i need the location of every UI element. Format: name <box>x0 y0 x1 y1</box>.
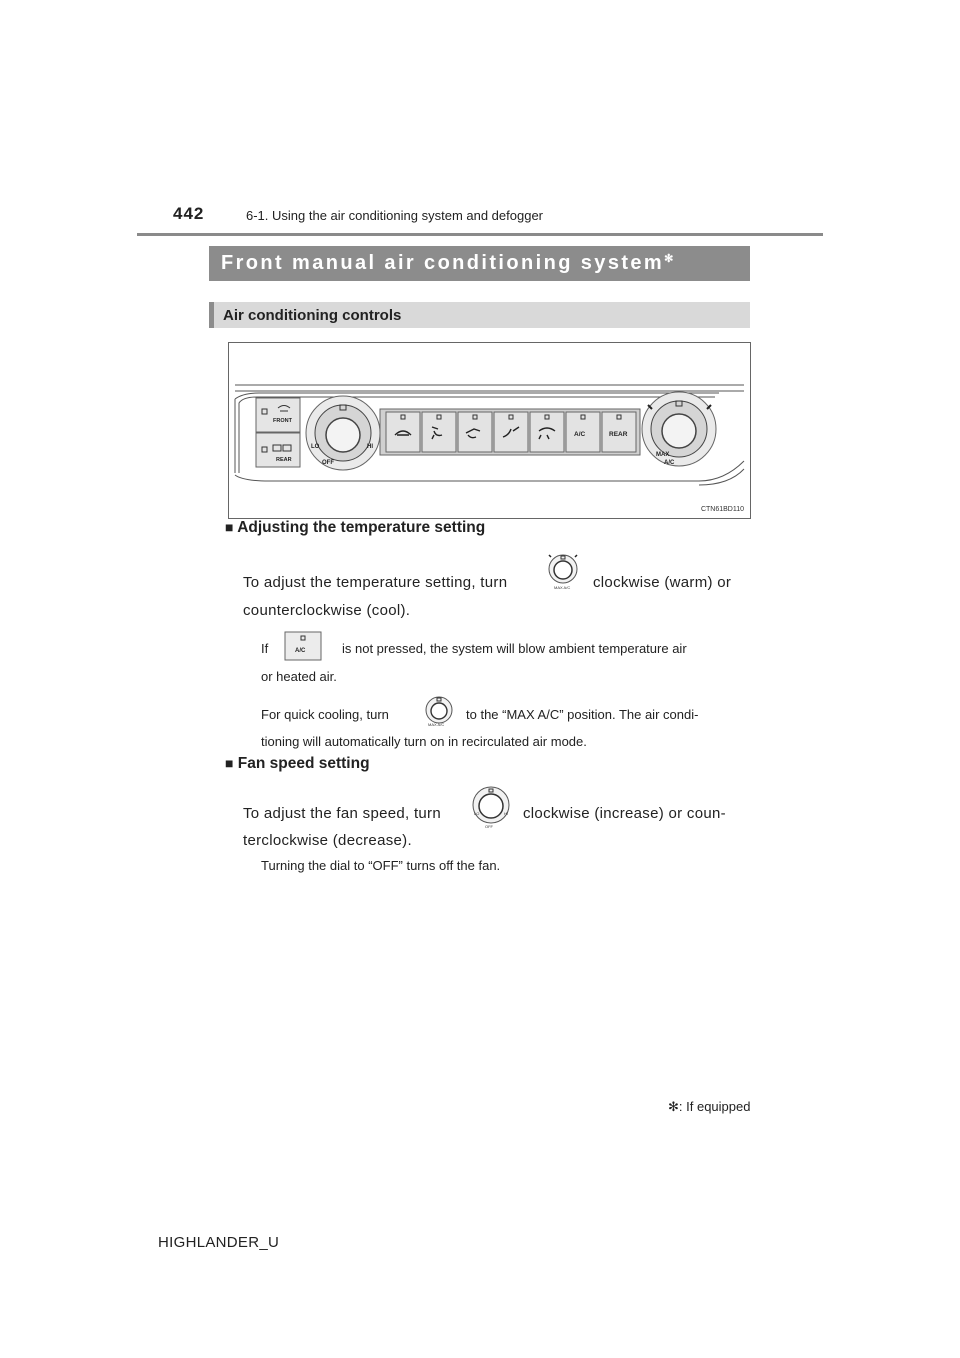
temp-heading-text: Adjusting the temperature setting <box>237 519 486 536</box>
temp-note1c: or heated air. <box>261 669 337 684</box>
subsection-stripe <box>209 302 214 328</box>
chapter-title: 6-1. Using the air conditioning system and defogger <box>246 208 544 223</box>
svg-text:HI: HI <box>504 811 508 816</box>
front-defog-label: FRONT <box>273 418 292 424</box>
equipped-mark: ✻ <box>664 253 674 265</box>
temp-line1a: To adjust the temperature setting, turn <box>243 574 508 591</box>
temp-note2a: For quick cooling, turn <box>261 707 389 722</box>
temp-note2b: to the “MAX A/C” position. The air condi- <box>466 707 699 722</box>
page-number: 442 <box>173 204 205 223</box>
fan-dial-icon <box>470 785 512 829</box>
footnote <box>668 1099 750 1115</box>
temp-heading <box>225 519 485 537</box>
temp-line1b: clockwise (warm) or <box>593 574 732 591</box>
temp-note1a: If <box>261 641 269 656</box>
fan-line1b: clockwise (increase) or coun- <box>523 805 726 822</box>
max-label: MAX <box>656 452 670 458</box>
section-title-text: Front manual air conditioning system <box>221 252 665 274</box>
svg-text:LO: LO <box>474 811 480 816</box>
fan-heading-text: Fan speed setting <box>237 755 370 772</box>
temp-bullet: ■ <box>225 519 234 535</box>
footnote-text: : If equipped <box>678 1099 751 1114</box>
temperature-dial-icon-small <box>423 695 455 727</box>
fan-line1a: To adjust the fan speed, turn <box>243 805 441 822</box>
temperature-dial-icon <box>547 551 579 591</box>
svg-text:MAX A/C: MAX A/C <box>428 722 445 727</box>
fan-line2: terclockwise (decrease). <box>243 832 412 849</box>
svg-text:MAX A/C: MAX A/C <box>554 585 571 590</box>
footer-model: HIGHLANDER_U <box>158 1234 280 1251</box>
ac-button-label: A/C <box>574 431 586 438</box>
temp-line2: counterclockwise (cool). <box>243 602 411 619</box>
control-panel-figure <box>228 342 751 519</box>
header-rule <box>137 233 823 236</box>
section-title-bar <box>209 246 750 281</box>
subsection-title-bar <box>209 302 750 328</box>
temp-note1b: is not pressed, the system will blow ambient temperature air <box>342 641 687 656</box>
figure-code: CTN61BD110 <box>700 506 744 513</box>
subsection-title: Air conditioning controls <box>223 307 402 324</box>
rear-defog-label: REAR <box>276 457 292 463</box>
footnote-mark: ✻ <box>668 1099 679 1114</box>
svg-text:A/C: A/C <box>295 648 306 654</box>
fan-note: Turning the dial to “OFF” turns off the fan. <box>261 858 501 873</box>
svg-text:OFF: OFF <box>485 824 493 829</box>
fan-bullet: ■ <box>225 755 234 771</box>
fan-lo-label: LO <box>311 444 320 450</box>
fan-off-label: OFF <box>322 460 334 466</box>
fan-hi-label: HI <box>367 444 373 450</box>
section-title <box>221 252 673 275</box>
temp-note2c: tioning will automatically turn on in recirculated air mode. <box>261 734 587 749</box>
rear-button-label: REAR <box>609 431 628 438</box>
ac-button-icon <box>284 631 322 661</box>
max-ac-label: A/C <box>664 460 675 466</box>
fan-heading <box>225 755 370 773</box>
control-panel-illustration <box>229 343 750 518</box>
